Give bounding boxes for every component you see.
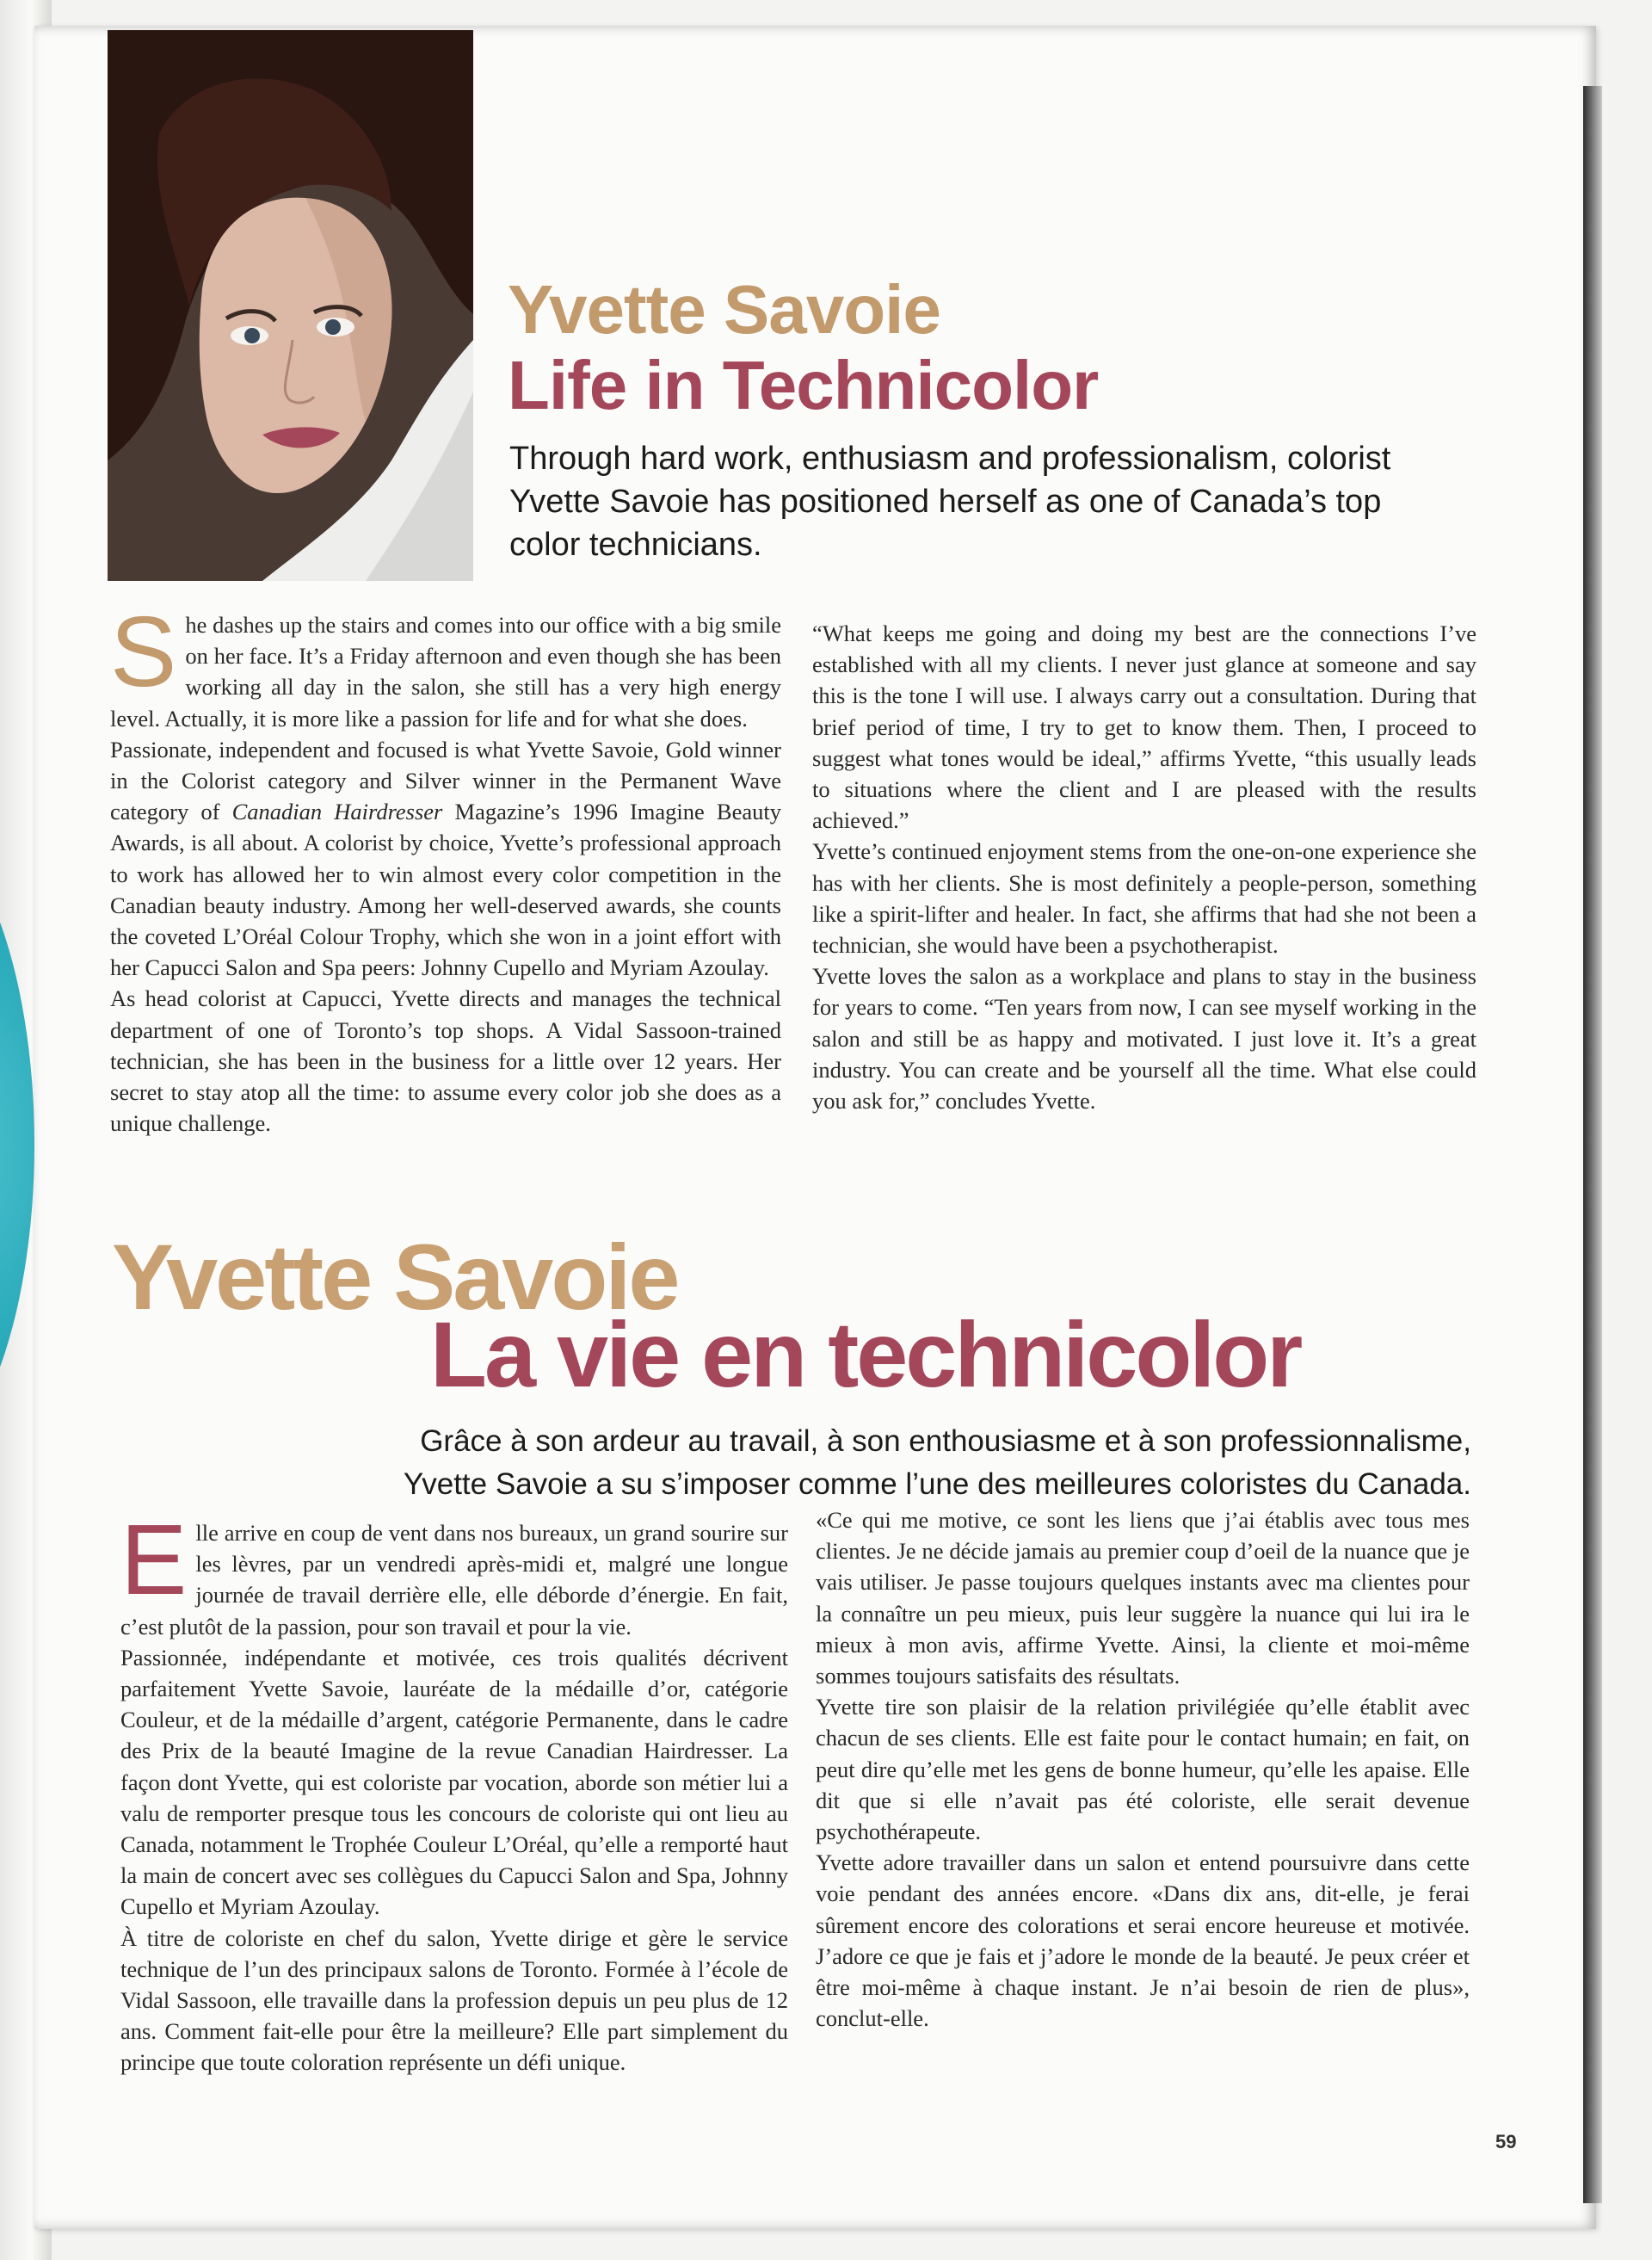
- page-number: 59: [1495, 2131, 1517, 2152]
- french-paragraph-5: Yvette tire son plaisir de la relation privilégiée qu’elle établit avec chacun de ses clients. Elle est faite pour le contact humain; en fait, on peut dire qu’elle met les gens de bonne humeur, qu’elle les apaise. Elle dit que si elle n’avait pas été coloriste, elle serait devenue psychothérapeute.: [816, 1694, 1470, 1845]
- magazine-name: Canadian Hairdresser: [231, 799, 443, 825]
- french-column-right: [816, 1504, 1470, 2034]
- english-paragraph-1: [110, 596, 781, 734]
- english-paragraph-4: “What keeps me going and doing my best are the connections I’ve established with all my clients. I never just glance at someone and say this is the tone I will use. I always carry out a consultation. During that brief period of time, I try to get to know them. Then, I proceed to suggest what tones would be ideal,” affirms Yvette, “this usually leads to situations where the client and I are pleased with the results achieved.”: [812, 621, 1476, 834]
- french-paragraph-1: [120, 1504, 788, 1642]
- english-paragraph-2-text-b: Magazine’s 1996 Imagine Beauty Awards, is all about. A colorist by choice, Yvette’s professional approach to work has allowed her to win almost every color competition in the Canadian beauty industry. Among her well-deserved awards, she counts the coveted L’Oréal Colour Trophy, which she won in a joint effort with her Capucci Salon and Spa peers: Johnny Cupello and Myriam Azoulay.: [110, 799, 781, 981]
- page-stack-edge: [1583, 86, 1602, 2203]
- french-name-heading: Yvette Savoie: [112, 1225, 678, 1329]
- english-paragraph-3: As head colorist at Capucci, Yvette directs and manages the technical department of one of Toronto’s top shops. A Vidal Sassoon-trained technician, she has been in the business for a little over 12 years. Her secret to stay atop all the time: to assume every color job she does as a unique challenge.: [110, 985, 781, 1137]
- english-name-heading: Yvette Savoie: [508, 271, 940, 348]
- english-title-heading: Life in Technicolor: [508, 347, 1099, 423]
- french-paragraph-1-text: lle arrive en coup de vent dans nos bureaux, un grand sourire sur les lèvres, par un vendredi après-midi et, malgré une longue journée de travail derrière elle, elle déborde d’énergie. En fait, c’est plutôt de la passion, pour son travail et pour la vie.: [120, 1520, 788, 1639]
- french-dropcap: E: [120, 1504, 188, 1615]
- french-deck: [241, 1420, 1471, 1506]
- english-paragraph-2: [110, 734, 781, 984]
- english-paragraph-6: Yvette loves the salon as a workplace and plans to stay in the business for years to come. “Ten years from now, I can see myself working in the salon and still be as happy and motivated. I just love it. It’s a great industry. You can create and be yourself all the time. What else could you ask for,” concludes Yvette.: [812, 963, 1476, 1115]
- french-title-heading: La vie en technicolor: [430, 1302, 1301, 1406]
- portrait-photo: [108, 30, 473, 581]
- french-paragraph-4: «Ce qui me motive, ce sont les liens que j’ai établis avec tous mes clientes. Je ne décide jamais au premier coup d’oeil de la nuance que je vais utiliser. Je passe toujours quelques instants avec ma clientes pour la connaître un peu mieux, puis leur suggère la nuance qui lui ira le mieux à mon avis, affirme Yvette. Ainsi, la cliente et moi-même sommes toujours satisfaits des résultats.: [816, 1507, 1470, 1689]
- english-paragraph-2-text-a: Passionate, independent and focused is what Yvette Savoie, Gold winner in the Colorist category and Silver winner in the Permanent Wave category of: [110, 736, 781, 825]
- french-paragraph-3: À titre de coloriste en chef du salon, Yvette dirige et gère le service technique de l’un des principaux salons de Toronto. Formée à l’école de Vidal Sassoon, elle travaille dans la profession depuis un peu plus de 12 ans. Comment fait-elle pour être la meilleure? Elle part simplement du principe que toute coloration représente un défi unique.: [120, 1924, 788, 2076]
- english-paragraph-1-text: he dashes up the stairs and comes into our office with a big smile on her face. It’s a Friday afternoon and even though she has been working all day in the salon, she still has a very high energy level. Actually, it is more like a passion for life and for what she does.: [110, 612, 781, 732]
- french-paragraph-6: Yvette adore travailler dans un salon et entend poursuivre dans cette voie pendant des années encore. «Dans dix ans, dit-elle, je ferai sûrement encore des colorations et serai encore heureuse et motivée. J’adore ce que je fais et j’adore le monde de la beauté. Je peux créer et être moi-même à chaque instant. Je n’ai besoin de rien de plus», conclut-elle.: [816, 1849, 1470, 2032]
- english-deck: Through hard work, enthusiasm and professionalism, colorist Yvette Savoie has positioned herself as one of Canada’s top color technicians.: [509, 441, 1391, 563]
- french-deck-line-2: Yvette Savoie a su s’imposer comme l’une des meilleures coloristes du Canada.: [403, 1467, 1471, 1501]
- french-paragraph-2: Passionnée, indépendante et motivée, ces trois qualités décrivent parfaitement Yvette Savoie, lauréate de la médaille d’or, catégorie Couleur, et de la médaille d’argent, catégorie Permanente, dans le cadre des Prix de la beauté Imagine de la revue Canadian Hairdresser. La façon dont Yvette, qui est coloriste par vocation, aborde son métier lui a valu de remporter presque tous les concours de coloriste qui ont lieu au Canada, notamment le Trophée Couleur L’Oréal, qu’elle a remporté haut la main de concert avec ses collègues du Capucci Salon and Spa, Johnny Cupello et Myriam Azoulay.: [120, 1644, 788, 1920]
- english-column-left: [110, 596, 781, 1139]
- english-paragraph-5: Yvette’s continued enjoyment stems from the one-on-one experience she has with her clients. She is most definitely a people-person, something like a spirit-lifter and healer. In fact, she affirms that had she not been a technician, she would have been a psychotherapist.: [812, 838, 1476, 959]
- french-column-left: [120, 1504, 788, 2078]
- english-column-right: [812, 618, 1476, 1116]
- english-dropcap: S: [110, 596, 177, 707]
- french-deck-line-1: Grâce à son ardeur au travail, à son enthousiasme et à son professionnalisme,: [420, 1424, 1471, 1458]
